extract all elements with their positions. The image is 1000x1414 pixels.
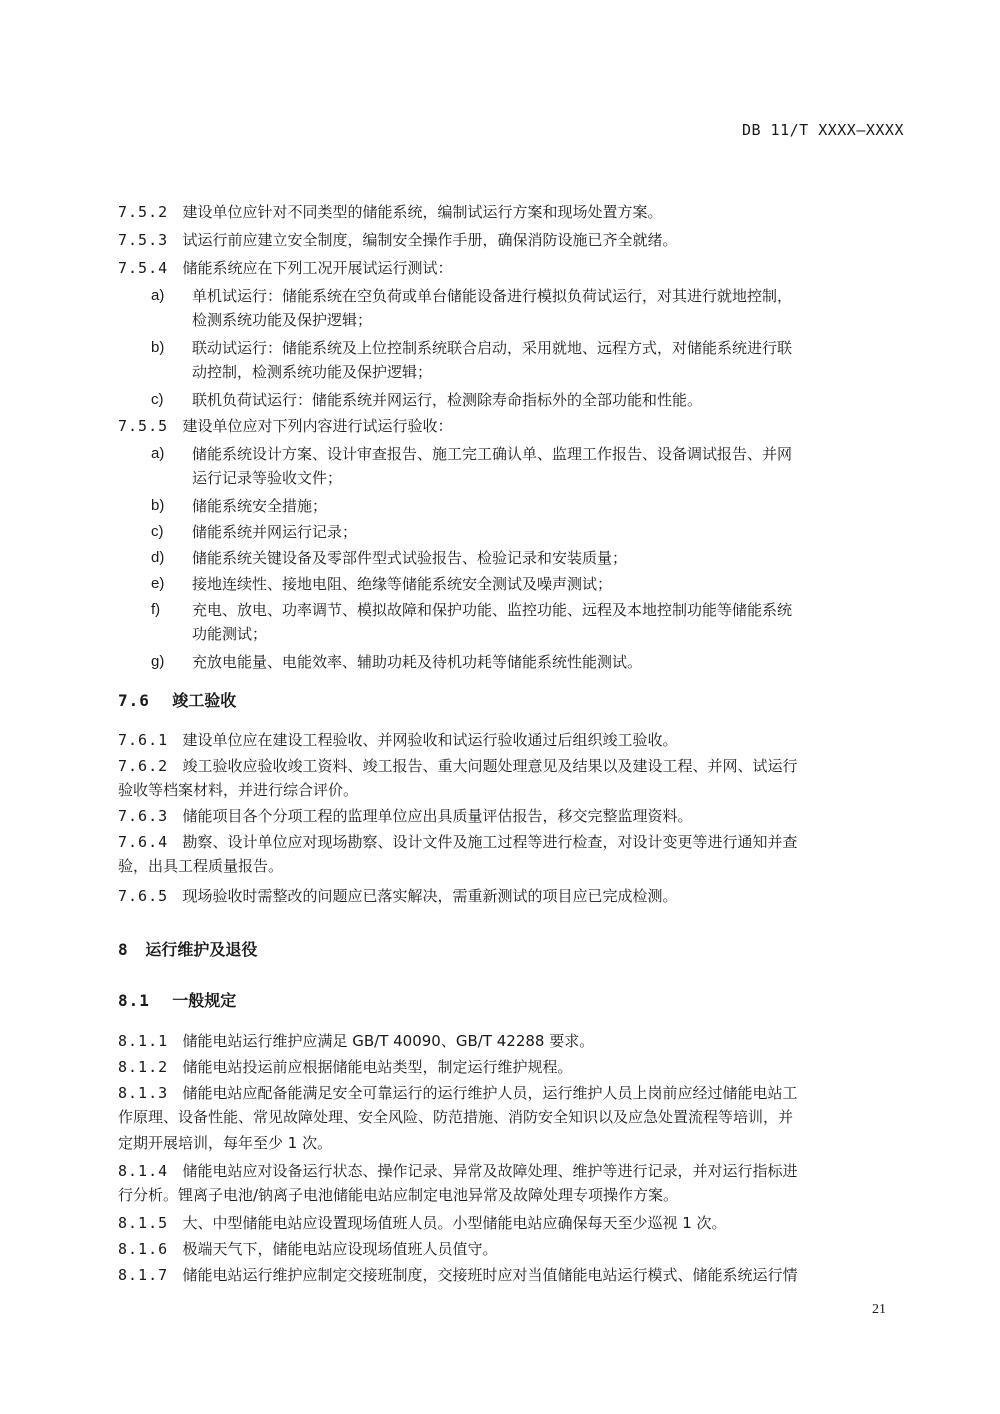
clause-text-continued: 验收等档案材料，并进行综合评价。 — [118, 781, 359, 799]
clause-7-5-4 — [118, 258, 452, 278]
clause-number: 8.1.5 — [118, 1214, 169, 1232]
clause-text: 储能电站运行维护应满足 GB/T 40090、GB/T 42288 要求。 — [182, 1032, 595, 1050]
clause-text: 试运行前应建立安全制度，编制安全操作手册，确保消防设施已齐全就绪。 — [182, 231, 678, 249]
clause-text: 储能电站运行维护应制定交接班制度，交接班时应对当值储能电站运行模式、储能系统运行情 — [182, 1266, 798, 1284]
clause-number: 7.5.2 — [118, 203, 169, 221]
clause-number: 8.1.6 — [118, 1240, 169, 1258]
clause-number: 7.6.2 — [118, 757, 169, 775]
clause-8-1-7 — [118, 1265, 797, 1285]
list-item-label: c) — [151, 523, 164, 540]
document-code: DB 11/T XXXX—XXXX — [741, 121, 904, 139]
list-item-text: 储能系统安全措施； — [192, 497, 328, 515]
list-item-text: 充放电能量、电能效率、辅助功耗及待机功耗等储能系统性能测试。 — [192, 653, 643, 671]
clause-text: 储能电站投运前应根据储能电站类型，制定运行维护规程。 — [182, 1058, 573, 1076]
clause-number: 7.6.5 — [118, 887, 169, 905]
clause-number: 8.1.4 — [118, 1162, 169, 1180]
clause-7-6-2 — [118, 756, 797, 776]
clause-7-5-2 — [118, 202, 662, 222]
clause-8-1-1 — [118, 1031, 594, 1051]
list-item-text: 充电、放电、功率调节、模拟故障和保护功能、监控功能、远程及本地控制功能等储能系统 — [192, 601, 793, 619]
section-heading-7-6 — [118, 691, 236, 711]
list-item-text: 单机试运行：储能系统在空负荷或单台储能设备进行模拟负荷试运行，对其进行就地控制， — [192, 287, 793, 305]
list-item-label: a) — [151, 445, 165, 462]
chapter-heading-8 — [118, 940, 257, 960]
list-item-text: 功能测试； — [192, 625, 268, 643]
list-item-label: b) — [151, 339, 165, 356]
clause-text: 建设单位应针对不同类型的储能系统，编制试运行方案和现场处置方案。 — [182, 203, 663, 221]
clause-8-1-5 — [118, 1213, 727, 1233]
list-item-text: 动控制，检测系统功能及保护逻辑； — [192, 363, 433, 381]
clause-number: 8.1.2 — [118, 1058, 169, 1076]
clause-7-6-1 — [118, 730, 677, 750]
chapter-number: 8 — [118, 940, 129, 959]
clause-text: 储能电站应配备能满足安全可靠运行的运行维护人员，运行维护人员上岗前应经过储能电站工 — [182, 1084, 798, 1102]
section-number: 8.1 — [118, 991, 150, 1010]
clause-text-continued: 验，出具工程质量报告。 — [118, 857, 284, 875]
clause-8-1-6 — [118, 1239, 497, 1259]
clause-7-6-5 — [118, 886, 677, 906]
list-item-label: d) — [151, 549, 165, 566]
clause-text-continued: 定期开展培训，每年至少 1 次。 — [118, 1134, 333, 1152]
clause-text: 储能项目各个分项工程的监理单位应出具质量评估报告，移交完整监理资料。 — [182, 807, 693, 825]
clause-text: 现场验收时需整改的问题应已落实解决，需重新测试的项目应已完成检测。 — [182, 887, 678, 905]
list-item-label: e) — [151, 575, 165, 592]
clause-number: 8.1.3 — [118, 1084, 169, 1102]
clause-text: 储能系统应在下列工况开展试运行测试： — [182, 259, 453, 277]
list-item-text: 检测系统功能及保护逻辑； — [192, 311, 373, 329]
clause-text: 建设单位应对下列内容进行试运行验收： — [182, 417, 453, 435]
clause-number: 8.1.7 — [118, 1266, 169, 1284]
clause-number: 7.6.1 — [118, 731, 169, 749]
clause-text-continued: 行分析。锂离子电池/钠离子电池储能电站应制定电池异常及故障处理专项操作方案。 — [118, 1186, 679, 1204]
clause-text: 极端天气下，储能电站应设现场值班人员值守。 — [182, 1240, 498, 1258]
list-item-text: 联动试运行：储能系统及上位控制系统联合启动，采用就地、远程方式，对储能系统进行联 — [192, 339, 793, 357]
clause-8-1-4 — [118, 1161, 797, 1181]
list-item-text: 运行记录等验收文件； — [192, 469, 343, 487]
chapter-title: 运行维护及退役 — [145, 940, 258, 959]
clause-number: 7.5.4 — [118, 259, 169, 277]
clause-7-5-5 — [118, 416, 452, 436]
clause-7-6-3 — [118, 806, 692, 826]
clause-text: 大、中型储能电站应设置现场值班人员。小型储能电站应确保每天至少巡视 1 次。 — [182, 1214, 727, 1232]
clause-number: 7.5.3 — [118, 231, 169, 249]
clause-7-6-4 — [118, 832, 797, 852]
clause-text: 竣工验收应验收竣工资料、竣工报告、重大问题处理意见及结果以及建设工程、并网、试运行 — [182, 757, 798, 775]
list-item-label: a) — [151, 287, 165, 304]
list-item-label: c) — [151, 391, 164, 408]
clause-text: 建设单位应在建设工程验收、并网验收和试运行验收通过后组织竣工验收。 — [182, 731, 678, 749]
clause-number: 7.6.3 — [118, 807, 169, 825]
section-heading-8-1 — [118, 991, 236, 1011]
clause-8-1-2 — [118, 1057, 572, 1077]
list-item-text: 接地连续性、接地电阻、绝缘等储能系统安全测试及噪声测试； — [192, 575, 613, 593]
clause-7-5-3 — [118, 230, 677, 250]
section-title: 一般规定 — [172, 991, 237, 1010]
clause-number: 8.1.1 — [118, 1032, 169, 1050]
page-number: 21 — [872, 1302, 886, 1317]
clause-number: 7.6.4 — [118, 833, 169, 851]
clause-number: 7.5.5 — [118, 417, 169, 435]
list-item-text: 联机负荷试运行：储能系统并网运行，检测除寿命指标外的全部功能和性能。 — [192, 391, 703, 409]
list-item-label: f) — [151, 601, 161, 618]
clause-text: 储能电站应对设备运行状态、操作记录、异常及故障处理、维护等进行记录，并对运行指标进 — [182, 1162, 798, 1180]
list-item-label: g) — [151, 653, 165, 670]
clause-8-1-3 — [118, 1083, 797, 1103]
section-title: 竣工验收 — [172, 691, 237, 710]
list-item-label: b) — [151, 497, 165, 514]
list-item-text: 储能系统并网运行记录； — [192, 523, 358, 541]
list-item-text: 储能系统设计方案、设计审查报告、施工完工确认单、监理工作报告、设备调试报告、并网 — [192, 445, 793, 463]
section-number: 7.6 — [118, 691, 150, 710]
clause-text: 勘察、设计单位应对现场勘察、设计文件及施工过程等进行检查，对设计变更等进行通知并查 — [182, 833, 798, 851]
clause-text-continued: 作原理、设备性能、常见故障处理、安全风险、防范措施、消防安全知识以及应急处置流程等培训，并 — [118, 1108, 794, 1126]
list-item-text: 储能系统关键设备及零部件型式试验报告、检验记录和安装质量； — [192, 549, 628, 567]
